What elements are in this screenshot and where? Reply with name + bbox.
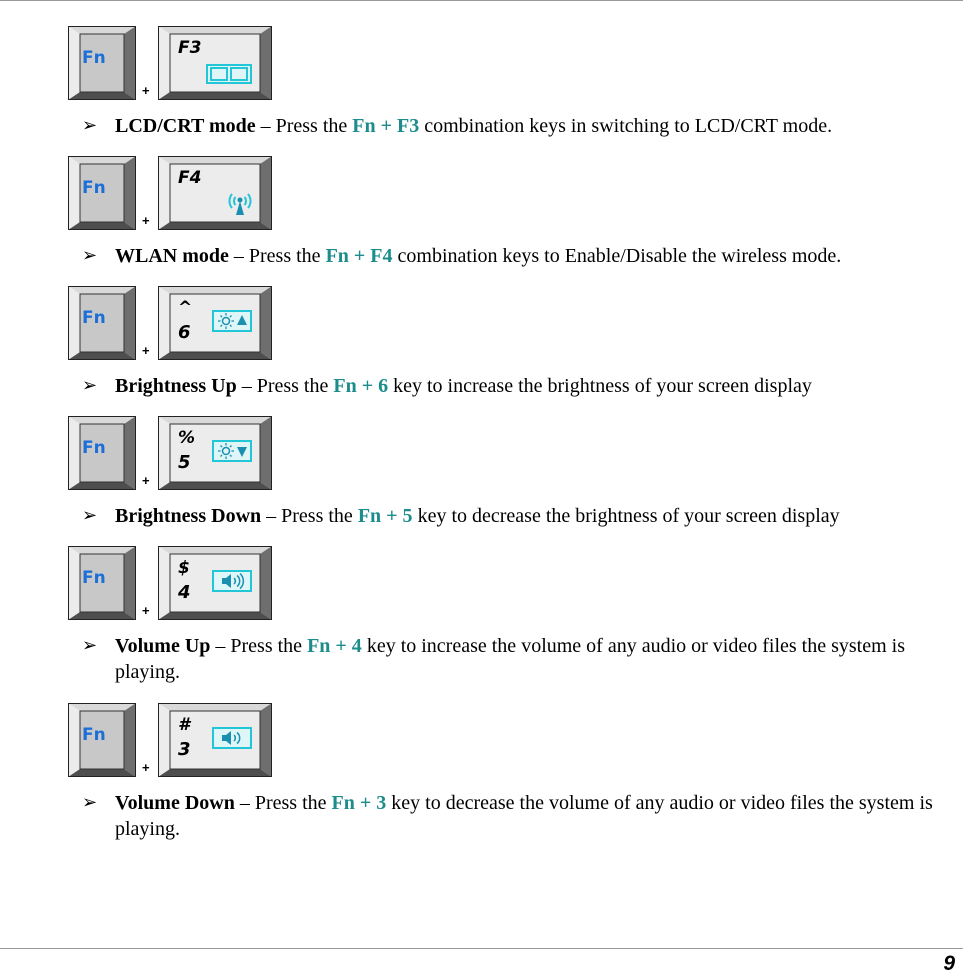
key-shift-symbol: ^	[178, 298, 193, 318]
f3-key-label: F3	[178, 38, 202, 58]
text-segment: – Press the	[236, 375, 334, 397]
text-segment: key to decrease the volume of any audio or video files the system is playing.	[115, 792, 933, 840]
6-key	[158, 286, 272, 360]
key-shift-symbol: $	[178, 558, 190, 578]
5-key	[158, 416, 272, 490]
description-text	[115, 113, 950, 139]
plus-sign: +	[142, 343, 150, 358]
text-segment: combination keys to Enable/Disable the wireless mode.	[392, 245, 842, 267]
description-text	[115, 790, 950, 842]
fn-key-label: Fn	[82, 48, 106, 68]
fn-key-label: Fn	[82, 308, 106, 328]
brightness-down-icon	[212, 440, 252, 462]
3-key	[158, 703, 272, 777]
fn-key	[68, 546, 136, 620]
key-number: 4	[178, 582, 191, 603]
fn-key	[68, 156, 136, 230]
wireless-icon	[226, 188, 254, 216]
lcd-crt-icon	[206, 64, 252, 84]
fn-key-label: Fn	[82, 725, 106, 745]
key-number: 3	[178, 739, 191, 760]
key-combination	[68, 286, 278, 362]
key-combo: Fn + 4	[307, 635, 362, 657]
text-segment: – Press the	[228, 245, 326, 267]
brightness-up-icon	[212, 310, 252, 332]
plus-sign: +	[142, 213, 150, 228]
text-segment: – Press the	[261, 505, 358, 527]
top-rule	[0, 0, 963, 1]
f4-key	[158, 156, 272, 230]
plus-sign: +	[142, 603, 150, 618]
text-segment: – Press the	[234, 792, 332, 814]
4-key	[158, 546, 272, 620]
hotkey-title: WLAN mode	[115, 245, 229, 267]
text-segment: key to increase the volume of any audio or video files the system is playing.	[115, 635, 906, 683]
fn-key	[68, 703, 136, 777]
bullet-arrow-icon: ➢	[82, 115, 98, 136]
hotkey-title: Volume Down	[115, 792, 235, 814]
key-combination	[68, 546, 278, 622]
bullet-arrow-icon: ➢	[82, 245, 98, 266]
key-combo: Fn + 3	[331, 792, 387, 814]
text-segment: – Press the	[210, 635, 308, 657]
plus-sign: +	[142, 473, 150, 488]
description-text	[115, 373, 950, 399]
page-number: 9	[943, 952, 955, 975]
text-segment: key to increase the brightness of your screen display	[388, 375, 812, 397]
hotkey-title: LCD/CRT mode	[115, 115, 256, 137]
key-shift-symbol: #	[178, 715, 190, 735]
key-combo: Fn + F4	[325, 245, 393, 267]
bullet-arrow-icon: ➢	[82, 505, 98, 526]
bullet-arrow-icon: ➢	[82, 635, 98, 656]
key-number: 5	[178, 452, 191, 473]
fn-key	[68, 26, 136, 100]
key-combination	[68, 416, 278, 492]
f3-key	[158, 26, 272, 100]
plus-sign: +	[142, 760, 150, 775]
description-text	[115, 503, 950, 529]
bullet-arrow-icon: ➢	[82, 792, 98, 813]
bullet-arrow-icon: ➢	[82, 375, 98, 396]
plus-sign: +	[142, 83, 150, 98]
hotkey-title: Brightness Up	[115, 375, 237, 397]
fn-key	[68, 286, 136, 360]
text-segment: – Press the	[255, 115, 353, 137]
description-text	[115, 243, 950, 269]
fn-key-label: Fn	[82, 438, 106, 458]
fn-key	[68, 416, 136, 490]
key-combo: Fn + F3	[352, 115, 420, 137]
key-combo: Fn + 5	[357, 505, 413, 527]
volume-up-icon	[212, 570, 252, 592]
bottom-rule	[0, 948, 963, 949]
volume-down-icon	[212, 727, 252, 749]
key-combination	[68, 156, 278, 232]
f4-key-label: F4	[178, 168, 202, 188]
text-segment: combination keys in switching to LCD/CRT mode.	[419, 115, 833, 137]
fn-key-label: Fn	[82, 178, 106, 198]
fn-key-label: Fn	[82, 568, 106, 588]
text-segment: key to decrease the brightness of your screen display	[412, 505, 840, 527]
hotkey-title: Volume Up	[115, 635, 211, 657]
key-combo: Fn + 6	[333, 375, 389, 397]
key-shift-symbol: %	[178, 428, 196, 448]
key-combination	[68, 26, 278, 102]
key-number: 6	[178, 322, 191, 343]
key-combination	[68, 703, 278, 779]
hotkey-title: Brightness Down	[115, 505, 262, 527]
description-text	[115, 633, 950, 685]
